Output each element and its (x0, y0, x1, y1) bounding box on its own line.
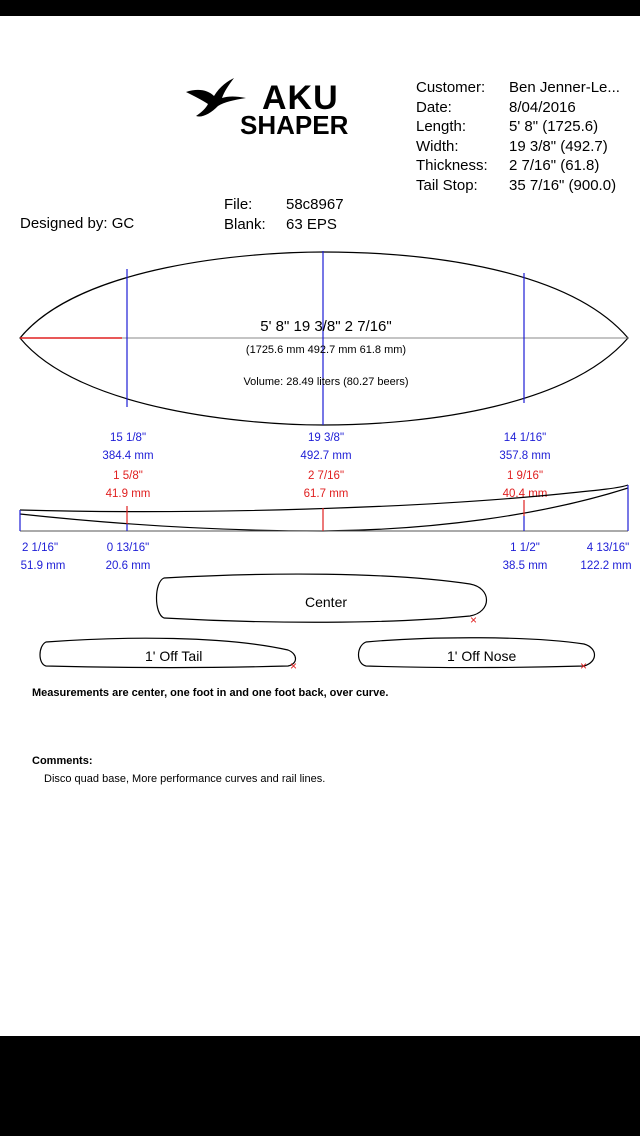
section-off-tail-label: 1' Off Tail (145, 648, 203, 664)
outline-volume: Volume: 28.49 liters (80.27 beers) (243, 376, 409, 388)
logo-word-aku: AKU (262, 79, 339, 117)
rocker-foot-tail-in: 0 13/16" (106, 542, 150, 554)
tailstop-label: Tail Stop: (416, 176, 478, 194)
thickness-nose-in: 1 9/16" (506, 470, 544, 482)
rocker-tail-in: 2 1/16" (21, 542, 59, 554)
length-label: Length: (416, 118, 467, 135)
blank-value: 63 EPS (286, 215, 337, 233)
file-info (224, 195, 344, 234)
date-value: 8/04/2016 (509, 98, 576, 116)
thickness-value: 2 7/16" (61.8) (509, 157, 600, 174)
width-center-mm: 492.7 mm (300, 450, 352, 462)
comments-body: Disco quad base, More performance curves and rail lines. (44, 773, 326, 785)
thickness-center-mm: 61.7 mm (303, 488, 349, 500)
rocker-profile (0, 480, 640, 535)
off-tail-apex-marker: × (290, 659, 298, 673)
thickness-nose-mm: 40.4 mm (502, 488, 548, 500)
thickness-label: Thickness: (416, 157, 488, 174)
rocker-nose-in: 4 13/16" (586, 542, 630, 554)
length-value: 5' 8" (1725.6) (509, 118, 599, 135)
section-off-nose-label: 1' Off Nose (447, 648, 517, 664)
measurement-note: Measurements are center, one foot in and one foot back, over curve. (32, 687, 389, 699)
thickness-tail-in: 1 5/8" (113, 470, 143, 482)
thickness-tail-mm: 41.9 mm (105, 488, 151, 500)
thickness-center-in: 2 7/16" (307, 470, 345, 482)
top-bar (0, 0, 640, 16)
aku-shaper-logo (184, 76, 374, 138)
rocker-foot-nose-mm: 38.5 mm (502, 560, 548, 572)
customer-label: Customer: (416, 79, 486, 96)
off-nose-apex-marker: × (580, 659, 588, 673)
center-apex-marker: × (470, 613, 478, 627)
width-nose-mm: 357.8 mm (499, 450, 551, 462)
date-label: Date: (416, 98, 452, 116)
rocker-foot-tail-mm: 20.6 mm (105, 560, 151, 572)
comments-title: Comments: (32, 755, 93, 767)
blank-label: Blank: (224, 215, 266, 233)
width-value: 19 3/8" (492.7) (509, 137, 608, 155)
deck-line (20, 485, 628, 512)
board-specs (416, 78, 620, 195)
rocker-nose-mm: 122.2 mm (580, 560, 632, 572)
designed-by: Designed by: GC (20, 215, 135, 232)
width-label: Width: (416, 137, 459, 155)
board-outline (0, 245, 640, 430)
logo-word-shaper: SHAPER (240, 110, 349, 140)
bottom-bar (0, 1036, 640, 1136)
section-center-label: Center (305, 594, 348, 610)
tailstop-value: 35 7/16" (900.0) (509, 176, 617, 194)
rocker-foot-nose-in: 1 1/2" (510, 542, 540, 554)
customer-value: Ben Jenner-Le... (509, 79, 620, 96)
bottom-line (20, 488, 628, 531)
file-label: File: (224, 196, 253, 213)
bird-icon (184, 78, 246, 118)
outline-dims-mm: (1725.6 mm 492.7 mm 61.8 mm) (245, 344, 407, 356)
outline-dims: 5' 8" 19 3/8" 2 7/16" (260, 318, 392, 335)
width-tail-in: 15 1/8" (109, 432, 147, 444)
width-tail-mm: 384.4 mm (102, 450, 154, 462)
width-center-in: 19 3/8" (307, 432, 345, 444)
width-nose-in: 14 1/16" (503, 432, 547, 444)
file-value: 58c8967 (286, 196, 344, 213)
rocker-tail-mm: 51.9 mm (20, 560, 66, 572)
